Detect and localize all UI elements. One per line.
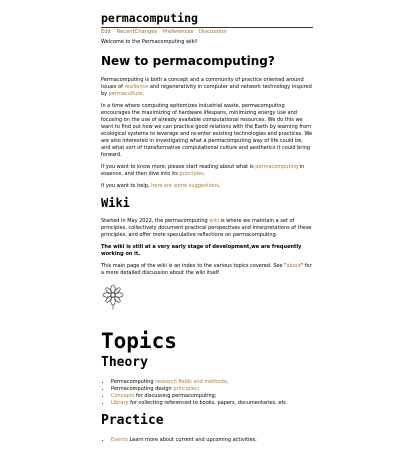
know-more-paragraph <box>101 164 313 178</box>
wiki-paragraph <box>101 218 313 239</box>
text: and regenerativity in computer and network technology inspired by <box>101 84 312 97</box>
nav-discussion-link[interactable]: Discussion <box>199 29 227 35</box>
heading-theory: Theory <box>101 355 148 370</box>
suggestions-link[interactable]: here are some suggestions <box>151 183 219 189</box>
practice-list <box>101 437 313 444</box>
site-header <box>101 11 313 36</box>
list-item <box>111 393 313 400</box>
list-item <box>111 386 313 393</box>
text: . <box>203 171 206 177</box>
heading-practice: Practice <box>101 413 164 428</box>
welcome-text: Welcome to the Permacomputing wiki! <box>101 39 198 45</box>
text: for collecting referenced to books, papers, documentaries, etc. <box>130 400 288 406</box>
heading-topics: Topics <box>101 329 177 353</box>
text: . <box>218 183 221 189</box>
nav-preferences-link[interactable]: Preferences <box>162 29 194 35</box>
text: . <box>142 91 144 97</box>
about-link[interactable]: about <box>286 263 301 269</box>
nav-recentchanges-link[interactable]: RecentChanges <box>116 29 158 35</box>
text: This main page of the wiki is an index to the various topics covered. See " <box>101 263 287 269</box>
events-link[interactable]: Events <box>111 437 128 443</box>
list-item <box>111 437 313 444</box>
list-item <box>111 379 313 386</box>
permacomputing-link[interactable]: permacomputing <box>255 164 299 170</box>
concepts-link[interactable]: Concepts <box>111 393 135 399</box>
wiki-status-note: The wiki is still at a very early stage of development,we are frequently working on it. <box>101 244 302 257</box>
text: in essence, and then dive into its <box>101 164 305 177</box>
intro-paragraph <box>101 77 313 98</box>
heading-wiki: Wiki <box>101 196 130 210</box>
help-paragraph <box>101 183 313 190</box>
text: Permacomputing <box>111 379 154 385</box>
text: Learn more about current and upcoming activities; <box>129 437 257 443</box>
text: Permacomputing is both a concept and a community of practice oriented around issues of <box>101 77 304 90</box>
library-link[interactable]: Library <box>111 400 129 406</box>
text: Permacomputing design <box>111 386 172 392</box>
text: is where we maintain a set of principles, collectively document practical perspectives and interpretations of these principles, and offer more speculative reflections on permacomputing. <box>101 218 312 238</box>
nav-edit-link[interactable]: Edit <box>101 29 112 35</box>
design-principles-link[interactable]: principles <box>173 386 198 392</box>
main-content <box>101 39 313 450</box>
index-paragraph <box>101 263 313 277</box>
text: If you want to help, <box>101 183 150 189</box>
research-fields-link[interactable]: research fields and methods <box>155 379 227 385</box>
resilience-link[interactable]: resilience <box>124 84 149 90</box>
principles-link[interactable]: principles <box>179 171 204 177</box>
permacomputing-flower-logo-icon <box>101 284 125 310</box>
theory-list <box>101 379 313 407</box>
action-nav <box>101 27 313 36</box>
text: ; <box>226 379 228 385</box>
context-paragraph: In a time where computing epitomizes industrial waste, permacomputing encourages the maximizing of hardware lifespans, minimizing energy use and focusing on the use of already available computational resources. We do this we want to find out how we can practice good relations with the Earth by learning from ecological systems to leverage and re-enter existing technologies and practices. We are also interested in investigating what a permacomputing way of life could be, and what sort of transformative computational culture and aesthetics it could bring forward. <box>101 103 313 158</box>
text: If you want to know more, please start reading about what is <box>101 164 254 170</box>
text: " for a more detailed discussion about the wiki itself. <box>101 263 312 276</box>
text: for discussing permacomputing; <box>135 393 217 399</box>
list-item <box>111 400 313 407</box>
heading-new-to-permacomputing: New to permacomputing? <box>101 54 275 68</box>
site-title[interactable]: permacomputing <box>101 11 198 25</box>
permaculture-link[interactable]: permaculture <box>108 91 143 97</box>
text: Started in May 2022, the permacomputing <box>101 218 208 224</box>
wiki-link[interactable]: wiki <box>209 218 220 224</box>
text: ; <box>197 386 200 392</box>
